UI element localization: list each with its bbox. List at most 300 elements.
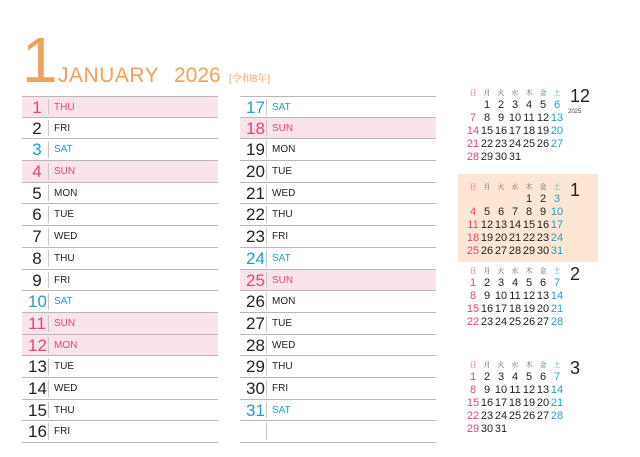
day-row — [240, 335, 436, 357]
day-divider — [266, 402, 267, 419]
day-number: 23 — [246, 227, 265, 247]
day-number: 15 — [28, 400, 47, 420]
date-cell: 22 — [466, 410, 480, 422]
weekday-label: 日 — [469, 268, 477, 275]
day-of-week: TUE — [54, 361, 74, 373]
date-cell: 5 — [539, 99, 547, 111]
day-row — [22, 335, 218, 357]
weekday-label: 火 — [497, 90, 505, 97]
week-row — [466, 125, 566, 138]
day-divider — [48, 272, 49, 289]
date-cell: 17 — [550, 219, 564, 231]
weekday-header-row — [466, 266, 566, 277]
day-row — [240, 226, 436, 248]
week-row — [466, 232, 566, 245]
date-cell: 17 — [494, 303, 508, 315]
date-cell: 24 — [550, 232, 564, 244]
day-row — [240, 248, 436, 270]
date-cell: 19 — [522, 303, 536, 315]
date-cell: 25 — [522, 138, 536, 150]
day-of-week: THU — [272, 361, 293, 373]
day-number: 6 — [32, 205, 42, 225]
date-cell: 26 — [536, 138, 550, 150]
day-number: 5 — [32, 183, 42, 203]
day-number: 19 — [246, 140, 265, 160]
day-of-week: SAT — [272, 252, 291, 264]
mini-month-number: 2 — [570, 264, 581, 284]
day-row — [240, 421, 436, 443]
weekday-label: 金 — [539, 268, 547, 275]
date-cell — [522, 423, 536, 436]
day-row — [22, 226, 218, 248]
date-cell: 4 — [469, 206, 477, 218]
date-cell — [550, 423, 564, 436]
weekday-label: 日 — [469, 90, 477, 97]
day-row — [240, 139, 436, 161]
day-row — [240, 118, 436, 140]
date-cell: 29 — [522, 245, 536, 257]
date-cell: 12 — [480, 219, 494, 231]
date-cell: 23 — [494, 138, 508, 150]
day-row — [22, 139, 218, 161]
date-cell: 11 — [509, 290, 521, 302]
day-row — [240, 313, 436, 335]
date-cell: 21 — [550, 303, 564, 315]
day-row — [240, 291, 436, 313]
date-cell: 10 — [508, 112, 522, 124]
day-of-week: WED — [54, 382, 78, 394]
date-cell: 26 — [522, 316, 536, 328]
day-of-week: THU — [272, 209, 293, 221]
day-row — [22, 378, 218, 400]
date-cell: 1 — [469, 277, 477, 289]
week-row — [466, 219, 566, 232]
date-cell: 8 — [483, 112, 491, 124]
day-of-week: FRI — [54, 274, 71, 286]
day-number: 12 — [28, 335, 47, 355]
day-of-week: FRI — [54, 122, 71, 134]
weekday-label: 土 — [553, 90, 561, 97]
date-cell: 12 — [522, 384, 536, 396]
day-number: 27 — [246, 313, 265, 333]
date-cell — [466, 99, 480, 112]
date-cell: 28 — [550, 316, 564, 328]
day-number: 14 — [28, 378, 47, 398]
day-of-week: MON — [54, 187, 78, 199]
date-cell — [480, 193, 494, 206]
year-label: 2026 — [174, 64, 221, 87]
date-cell: 3 — [497, 371, 505, 383]
japanese-era-label: [令和8年] — [229, 74, 271, 85]
day-divider — [48, 163, 49, 180]
date-cell: 16 — [536, 219, 550, 231]
day-number: 28 — [246, 335, 265, 355]
day-number: 31 — [246, 400, 265, 420]
day-row — [22, 118, 218, 140]
date-cell: 1 — [525, 193, 533, 205]
day-divider — [48, 293, 49, 310]
date-cell: 9 — [483, 290, 491, 302]
day-of-week: TUE — [272, 166, 292, 178]
day-number: 4 — [32, 162, 42, 182]
date-cell: 10 — [494, 384, 508, 396]
weekday-label: 土 — [553, 184, 561, 191]
date-cell: 18 — [522, 125, 536, 137]
date-cell — [522, 151, 536, 164]
day-of-week: SAT — [272, 102, 291, 113]
day-number: 2 — [32, 118, 42, 138]
date-cell: 15 — [466, 397, 480, 409]
date-cell: 3 — [511, 99, 519, 111]
day-divider — [266, 163, 267, 180]
day-of-week: SAT — [54, 144, 73, 156]
date-cell: 21 — [550, 397, 564, 409]
day-of-week: MON — [272, 296, 296, 308]
mini-calendar-1 — [458, 174, 598, 262]
date-cell: 13 — [550, 112, 564, 124]
date-cell: 31 — [550, 245, 564, 257]
date-cell: 6 — [539, 371, 547, 383]
day-of-week: TUE — [54, 209, 74, 221]
day-row — [22, 313, 218, 335]
date-cell — [494, 193, 508, 206]
day-number: 3 — [32, 140, 42, 160]
week-row — [466, 277, 566, 290]
weekday-label: 日 — [469, 184, 477, 191]
day-divider — [266, 315, 267, 332]
weekday-label: 日 — [469, 362, 477, 369]
day-row — [22, 400, 218, 422]
date-cell: 7 — [553, 371, 561, 383]
weekday-label: 月 — [483, 362, 491, 369]
mini-month-number: 1 — [570, 180, 581, 200]
mini-year-label: 2025 — [568, 109, 582, 115]
day-number: 18 — [246, 118, 265, 138]
day-row — [22, 248, 218, 270]
date-cell: 4 — [511, 371, 519, 383]
day-row — [22, 356, 218, 378]
day-divider — [48, 141, 49, 158]
day-of-week: SUN — [272, 274, 294, 286]
date-cell — [508, 423, 522, 436]
day-of-week: SUN — [272, 122, 294, 134]
day-number: 8 — [32, 248, 42, 268]
day-row — [22, 161, 218, 183]
week-row — [466, 193, 566, 206]
day-divider — [48, 315, 49, 332]
date-cell: 4 — [511, 277, 519, 289]
day-number: 9 — [32, 270, 42, 290]
date-cell: 16 — [480, 303, 494, 315]
day-row — [240, 161, 436, 183]
day-number: 21 — [246, 183, 265, 203]
weekday-label: 木 — [525, 268, 533, 275]
date-cell: 2 — [483, 277, 491, 289]
day-divider — [266, 293, 267, 310]
weekday-label: 月 — [483, 184, 491, 191]
day-list-left — [22, 96, 218, 443]
day-number: 25 — [246, 270, 265, 290]
date-cell — [550, 151, 564, 164]
weekday-label: 金 — [539, 184, 547, 191]
big-month-number: 1 — [22, 24, 58, 96]
day-of-week: WED — [272, 339, 296, 351]
day-of-week: THU — [54, 102, 75, 113]
date-cell: 7 — [553, 277, 561, 289]
day-of-week: FRI — [54, 426, 71, 438]
date-cell: 19 — [536, 125, 550, 137]
day-divider — [266, 358, 267, 375]
day-number: 10 — [28, 292, 47, 312]
day-row — [240, 204, 436, 226]
date-cell: 3 — [553, 193, 561, 205]
date-cell: 11 — [467, 219, 479, 231]
mini-calendar-12 — [458, 88, 598, 176]
day-of-week: FRI — [272, 382, 289, 394]
week-row — [466, 151, 566, 164]
date-cell: 13 — [536, 384, 550, 396]
date-cell: 18 — [466, 232, 480, 244]
date-cell: 13 — [494, 219, 508, 231]
date-cell: 26 — [522, 410, 536, 422]
date-cell: 29 — [466, 423, 480, 435]
day-divider — [266, 423, 267, 440]
mini-month-number: 12 — [570, 86, 591, 106]
date-cell: 18 — [508, 303, 522, 315]
date-cell: 7 — [469, 112, 477, 124]
date-cell: 9 — [539, 206, 547, 218]
date-cell: 14 — [466, 125, 480, 137]
date-cell: 7 — [511, 206, 519, 218]
weekday-label: 金 — [539, 90, 547, 97]
day-of-week: FRI — [272, 231, 289, 243]
date-cell: 5 — [525, 371, 533, 383]
mini-calendar-grid — [466, 88, 566, 164]
date-cell: 19 — [522, 397, 536, 409]
day-divider — [48, 228, 49, 245]
date-cell: 22 — [466, 316, 480, 328]
weekday-header-row — [466, 360, 566, 371]
date-cell: 23 — [536, 232, 550, 244]
weekday-label: 水 — [511, 362, 519, 369]
day-row — [22, 183, 218, 205]
day-row — [240, 356, 436, 378]
date-cell: 30 — [536, 245, 550, 257]
weekday-header-row — [466, 182, 566, 193]
date-cell: 19 — [480, 232, 494, 244]
day-divider — [266, 250, 267, 267]
date-cell: 23 — [480, 316, 494, 328]
weekday-header-row — [466, 88, 566, 99]
day-number: 13 — [28, 357, 47, 377]
mini-calendar-3 — [458, 360, 598, 448]
date-cell: 28 — [550, 410, 564, 422]
date-cell: 30 — [494, 151, 508, 163]
date-cell: 6 — [539, 277, 547, 289]
date-cell: 12 — [536, 112, 550, 124]
date-cell: 8 — [469, 384, 477, 396]
date-cell: 31 — [494, 423, 508, 435]
day-of-week: MON — [272, 144, 296, 156]
mini-calendar-grid — [466, 182, 566, 258]
day-divider — [266, 99, 267, 115]
date-cell: 17 — [508, 125, 522, 137]
date-cell: 29 — [480, 151, 494, 163]
day-of-week: THU — [54, 252, 75, 264]
week-row — [466, 206, 566, 219]
date-cell: 24 — [494, 410, 508, 422]
day-of-week: WED — [272, 187, 296, 199]
day-number: 30 — [246, 378, 265, 398]
day-divider — [266, 120, 267, 137]
date-cell: 20 — [550, 125, 564, 137]
weekday-label: 月 — [483, 90, 491, 97]
date-cell: 20 — [536, 303, 550, 315]
day-divider — [266, 228, 267, 245]
day-divider — [48, 99, 49, 115]
date-cell: 15 — [466, 303, 480, 315]
date-cell: 9 — [497, 112, 505, 124]
day-number: 20 — [246, 162, 265, 182]
week-row — [466, 423, 566, 436]
weekday-label: 土 — [553, 362, 561, 369]
date-cell: 23 — [480, 410, 494, 422]
date-cell: 2 — [483, 371, 491, 383]
day-divider — [48, 185, 49, 202]
weekday-label: 火 — [497, 184, 505, 191]
day-divider — [266, 185, 267, 202]
week-row — [466, 138, 566, 151]
date-cell: 24 — [494, 316, 508, 328]
day-number: 24 — [246, 248, 265, 268]
day-of-week: TUE — [272, 317, 292, 329]
date-cell: 21 — [508, 232, 522, 244]
date-cell: 10 — [494, 290, 508, 302]
week-row — [466, 384, 566, 397]
weekday-label: 木 — [525, 362, 533, 369]
day-number: 26 — [246, 292, 265, 312]
date-cell: 10 — [550, 206, 564, 218]
week-row — [466, 303, 566, 316]
date-cell: 16 — [480, 397, 494, 409]
date-cell: 15 — [522, 219, 536, 231]
date-cell: 6 — [497, 206, 505, 218]
day-of-week: SAT — [54, 296, 73, 308]
week-row — [466, 410, 566, 423]
date-cell: 2 — [497, 99, 505, 111]
day-divider — [48, 120, 49, 137]
day-divider — [48, 380, 49, 397]
day-row — [240, 183, 436, 205]
day-of-week: SAT — [272, 404, 291, 416]
day-of-week: SUN — [54, 166, 76, 178]
calendar-header — [22, 24, 322, 96]
date-cell: 26 — [480, 245, 494, 257]
date-cell: 14 — [550, 290, 564, 302]
day-divider — [48, 250, 49, 267]
date-cell: 31 — [508, 151, 522, 163]
date-cell: 6 — [553, 99, 561, 111]
date-cell: 2 — [539, 193, 547, 205]
week-row — [466, 112, 566, 125]
date-cell: 8 — [525, 206, 533, 218]
day-number: 11 — [28, 313, 46, 333]
week-row — [466, 316, 566, 329]
weekday-label: 水 — [511, 268, 519, 275]
day-divider — [266, 380, 267, 397]
date-cell: 11 — [509, 384, 521, 396]
weekday-label: 月 — [483, 268, 491, 275]
weekday-label: 水 — [511, 90, 519, 97]
date-cell: 21 — [466, 138, 480, 150]
day-number: 7 — [32, 227, 42, 247]
date-cell — [508, 193, 522, 206]
date-cell: 18 — [508, 397, 522, 409]
date-cell: 4 — [525, 99, 533, 111]
day-row — [240, 96, 436, 118]
date-cell: 27 — [550, 138, 564, 150]
date-cell: 1 — [483, 99, 491, 111]
day-row — [22, 270, 218, 292]
week-row — [466, 371, 566, 384]
day-of-week: SUN — [54, 317, 76, 329]
day-divider — [266, 206, 267, 223]
weekday-label: 水 — [511, 184, 519, 191]
date-cell: 13 — [536, 290, 550, 302]
date-cell — [536, 151, 550, 164]
date-cell: 16 — [494, 125, 508, 137]
day-number: 16 — [28, 422, 47, 442]
day-divider — [48, 206, 49, 223]
date-cell: 5 — [483, 206, 491, 218]
day-of-week: THU — [54, 404, 75, 416]
date-cell: 14 — [508, 219, 522, 231]
date-cell: 20 — [536, 397, 550, 409]
week-row — [466, 245, 566, 258]
date-cell — [466, 193, 480, 206]
weekday-label: 木 — [525, 184, 533, 191]
day-of-week: MON — [54, 339, 78, 351]
date-cell: 27 — [536, 410, 550, 422]
date-cell: 11 — [523, 112, 535, 124]
date-cell: 12 — [522, 290, 536, 302]
day-row — [22, 421, 218, 443]
date-cell: 9 — [483, 384, 491, 396]
date-cell: 27 — [494, 245, 508, 257]
day-of-week: WED — [54, 231, 78, 243]
date-cell: 25 — [466, 245, 480, 257]
weekday-label: 火 — [497, 268, 505, 275]
date-cell: 28 — [466, 151, 480, 163]
date-cell: 3 — [497, 277, 505, 289]
day-row — [22, 96, 218, 118]
date-cell: 28 — [508, 245, 522, 257]
date-cell: 20 — [494, 232, 508, 244]
weekday-label: 金 — [539, 362, 547, 369]
day-divider — [266, 141, 267, 158]
weekday-label: 土 — [553, 268, 561, 275]
day-divider — [48, 358, 49, 375]
date-cell: 24 — [508, 138, 522, 150]
date-cell: 5 — [525, 277, 533, 289]
week-row — [466, 397, 566, 410]
date-cell: 8 — [469, 290, 477, 302]
mini-calendar-grid — [466, 360, 566, 436]
day-number: 22 — [246, 205, 265, 225]
date-cell — [536, 423, 550, 436]
day-list-right — [240, 96, 436, 443]
date-cell: 15 — [480, 125, 494, 137]
